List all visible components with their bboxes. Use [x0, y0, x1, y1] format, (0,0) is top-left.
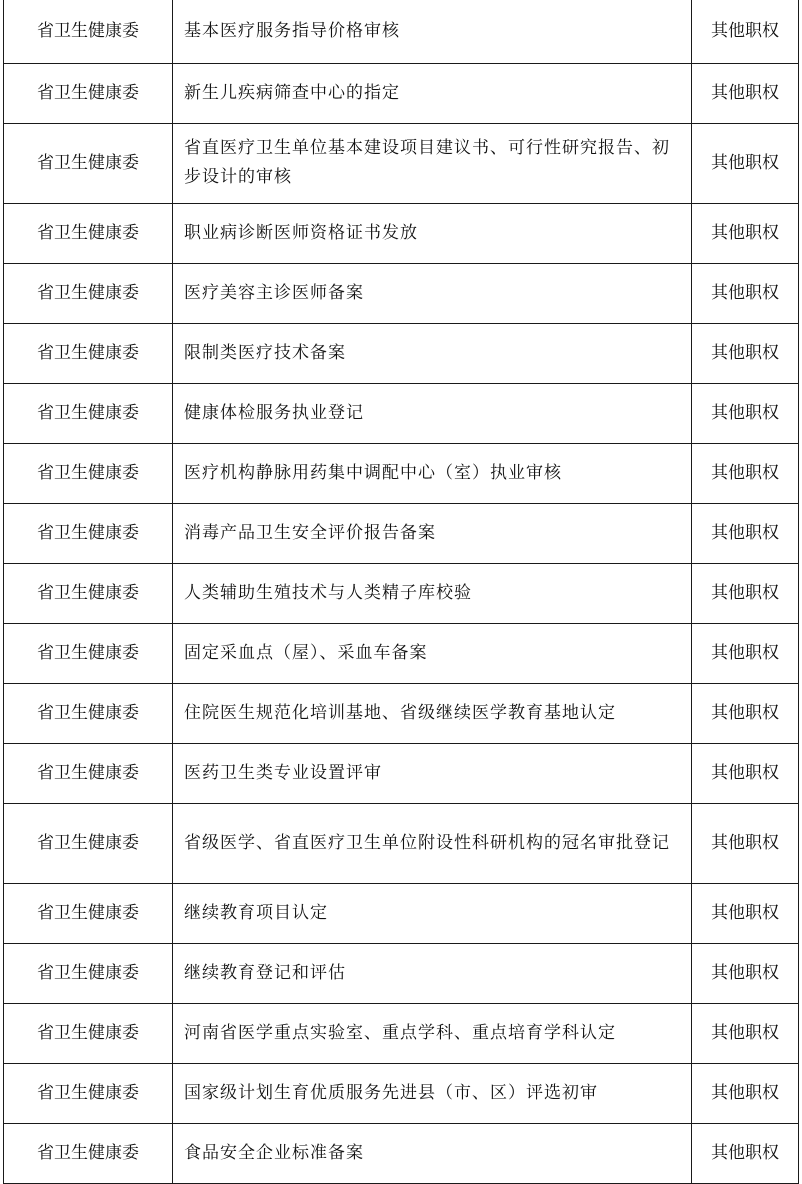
- power-type-cell: 其他职权: [692, 383, 799, 443]
- power-type-cell: 其他职权: [692, 1063, 799, 1123]
- department-cell: 省卫生健康委: [4, 743, 173, 803]
- power-item-cell: 省级医学、省直医疗卫生单位附设性科研机构的冠名审批登记: [173, 803, 692, 883]
- table-row: [4, 323, 799, 383]
- department-cell: 省卫生健康委: [4, 623, 173, 683]
- power-item-cell: 新生儿疾病筛查中心的指定: [173, 63, 692, 123]
- department-cell: 省卫生健康委: [4, 383, 173, 443]
- department-cell: 省卫生健康委: [4, 63, 173, 123]
- power-type-cell: 其他职权: [692, 123, 799, 203]
- power-type-cell: 其他职权: [692, 263, 799, 323]
- power-type-cell: 其他职权: [692, 1123, 799, 1183]
- table-row: [4, 563, 799, 623]
- department-cell: 省卫生健康委: [4, 683, 173, 743]
- table-row: [4, 503, 799, 563]
- department-cell: 省卫生健康委: [4, 263, 173, 323]
- department-cell: 省卫生健康委: [4, 203, 173, 263]
- department-cell: 省卫生健康委: [4, 1003, 173, 1063]
- power-item-cell: 住院医生规范化培训基地、省级继续医学教育基地认定: [173, 683, 692, 743]
- power-item-cell: 医疗美容主诊医师备案: [173, 263, 692, 323]
- department-cell: 省卫生健康委: [4, 883, 173, 943]
- power-item-cell: 河南省医学重点实验室、重点学科、重点培育学科认定: [173, 1003, 692, 1063]
- power-item-cell: 国家级计划生育优质服务先进县（市、区）评选初审: [173, 1063, 692, 1123]
- department-cell: 省卫生健康委: [4, 503, 173, 563]
- power-type-cell: 其他职权: [692, 623, 799, 683]
- table-row: [4, 263, 799, 323]
- power-type-cell: 其他职权: [692, 63, 799, 123]
- power-item-cell: 继续教育项目认定: [173, 883, 692, 943]
- table-row: [4, 623, 799, 683]
- table-row: [4, 0, 799, 63]
- power-item-cell: 限制类医疗技术备案: [173, 323, 692, 383]
- table-row: [4, 443, 799, 503]
- power-type-cell: 其他职权: [692, 503, 799, 563]
- table-row: [4, 203, 799, 263]
- department-cell: 省卫生健康委: [4, 0, 173, 63]
- table-row: [4, 1063, 799, 1123]
- table-row: [4, 1123, 799, 1183]
- power-item-cell: 消毒产品卫生安全评价报告备案: [173, 503, 692, 563]
- table-row: [4, 63, 799, 123]
- power-item-cell: 健康体检服务执业登记: [173, 383, 692, 443]
- table-row: [4, 123, 799, 203]
- department-cell: 省卫生健康委: [4, 443, 173, 503]
- table-row: [4, 943, 799, 1003]
- power-type-cell: 其他职权: [692, 683, 799, 743]
- table-row: [4, 383, 799, 443]
- table-row: [4, 883, 799, 943]
- table-row: [4, 803, 799, 883]
- department-cell: 省卫生健康委: [4, 803, 173, 883]
- power-item-cell: 医疗机构静脉用药集中调配中心（室）执业审核: [173, 443, 692, 503]
- department-cell: 省卫生健康委: [4, 123, 173, 203]
- power-item-cell: 基本医疗服务指导价格审核: [173, 0, 692, 63]
- power-item-cell: 省直医疗卫生单位基本建设项目建议书、可行性研究报告、初步设计的审核: [173, 123, 692, 203]
- power-type-cell: 其他职权: [692, 443, 799, 503]
- power-type-cell: 其他职权: [692, 323, 799, 383]
- power-list-body: [4, 0, 799, 1183]
- department-cell: 省卫生健康委: [4, 943, 173, 1003]
- power-list-table: [3, 0, 799, 1184]
- power-item-cell: 固定采血点（屋）、采血车备案: [173, 623, 692, 683]
- power-type-cell: 其他职权: [692, 563, 799, 623]
- department-cell: 省卫生健康委: [4, 1063, 173, 1123]
- power-item-cell: 人类辅助生殖技术与人类精子库校验: [173, 563, 692, 623]
- power-type-cell: 其他职权: [692, 803, 799, 883]
- power-type-cell: 其他职权: [692, 943, 799, 1003]
- department-cell: 省卫生健康委: [4, 563, 173, 623]
- table-row: [4, 683, 799, 743]
- table-row: [4, 743, 799, 803]
- department-cell: 省卫生健康委: [4, 323, 173, 383]
- power-type-cell: 其他职权: [692, 883, 799, 943]
- power-item-cell: 医药卫生类专业设置评审: [173, 743, 692, 803]
- table-row: [4, 1003, 799, 1063]
- power-type-cell: 其他职权: [692, 0, 799, 63]
- power-type-cell: 其他职权: [692, 743, 799, 803]
- department-cell: 省卫生健康委: [4, 1123, 173, 1183]
- power-item-cell: 职业病诊断医师资格证书发放: [173, 203, 692, 263]
- power-type-cell: 其他职权: [692, 1003, 799, 1063]
- power-item-cell: 食品安全企业标准备案: [173, 1123, 692, 1183]
- power-type-cell: 其他职权: [692, 203, 799, 263]
- power-item-cell: 继续教育登记和评估: [173, 943, 692, 1003]
